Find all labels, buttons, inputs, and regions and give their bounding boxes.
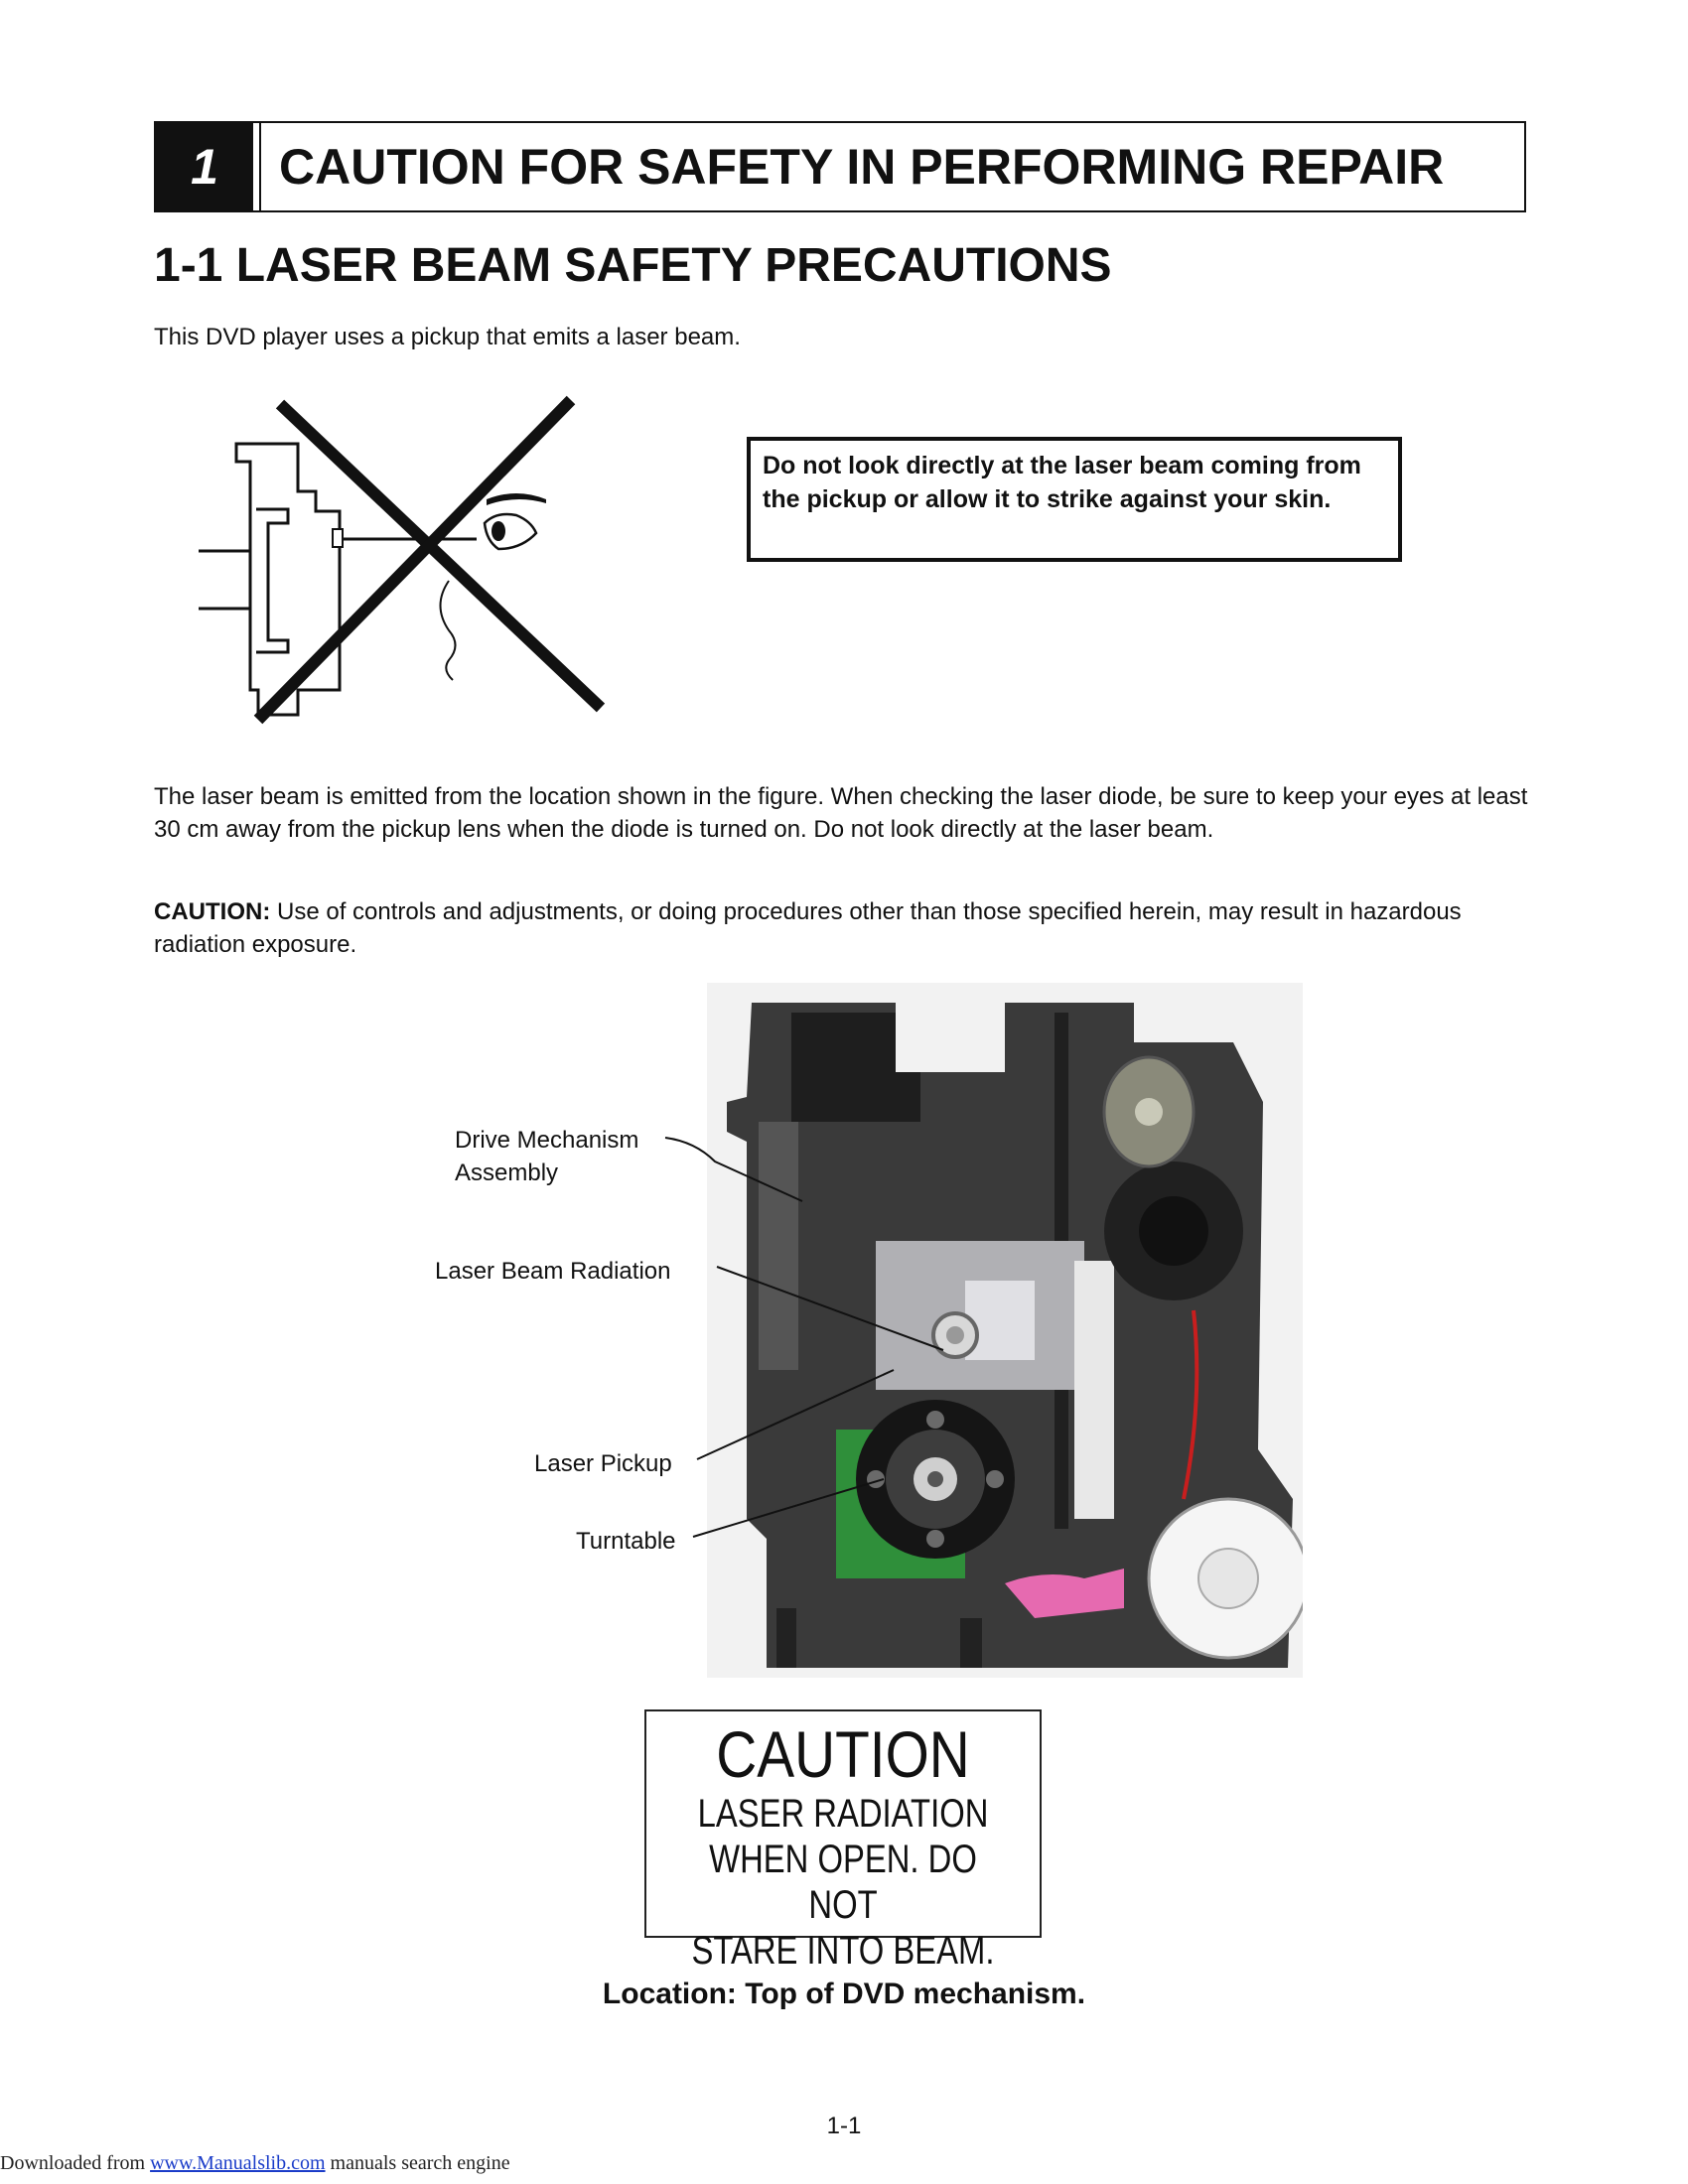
prohibited-x-icon bbox=[258, 400, 601, 720]
caution-body-text: Use of controls and adjustments, or doing procedures other than those specified herein, may result in hazardous radiation exposure. bbox=[154, 898, 1462, 958]
caution-label-text: CAUTION: bbox=[154, 898, 271, 925]
section-title: 1-1 LASER BEAM SAFETY PRECAUTIONS bbox=[154, 239, 1112, 292]
laser-warning-box: Do not look directly at the laser beam coming from the pickup or allow it to strike against your skin. bbox=[747, 437, 1402, 562]
caution-sticker-line3: STARE INTO BEAM. bbox=[691, 1929, 995, 1973]
footer-prefix: Downloaded from bbox=[0, 2152, 151, 2174]
caution-sticker bbox=[644, 1709, 1042, 1973]
chapter-number-box bbox=[156, 123, 253, 210]
laser-lens bbox=[333, 529, 343, 547]
laser-distance-paragraph: The laser beam is emitted from the location shown in the figure. When checking the laser diode, be sure to keep your eyes at least 30 cm away from the pickup lens when the diode is turned on. Do not look directly at the laser beam. bbox=[154, 783, 1528, 843]
chapter-number: 1 bbox=[191, 139, 218, 195]
location-caption: Location: Top of DVD mechanism. bbox=[602, 1978, 1086, 2010]
chapter-header bbox=[154, 121, 1526, 212]
caution-sticker-line1: LASER RADIATION bbox=[697, 1792, 989, 1836]
footer-suffix: manuals search engine bbox=[325, 2152, 510, 2174]
caution-paragraph bbox=[154, 895, 1534, 961]
page-number: 1-1 bbox=[826, 2113, 862, 2139]
callout-laser-pickup: Laser Pickup bbox=[534, 1450, 672, 1477]
callout-turntable: Turntable bbox=[576, 1528, 676, 1555]
callout-drive-line2: Assembly bbox=[455, 1160, 559, 1186]
pickup-outline bbox=[236, 444, 340, 715]
manualslib-link[interactable]: www.Manualslib.com bbox=[150, 2152, 326, 2174]
callout-drive-line1: Drive Mechanism bbox=[455, 1127, 639, 1154]
caution-sticker-line2: WHEN OPEN. DO NOT bbox=[709, 1838, 977, 1927]
callout-drive-mechanism bbox=[455, 1124, 638, 1189]
download-footer bbox=[0, 2152, 510, 2175]
caution-sticker-title: CAUTION bbox=[716, 1717, 970, 1791]
callout-laser-beam-radiation: Laser Beam Radiation bbox=[435, 1258, 671, 1285]
intro-text: This DVD player uses a pickup that emits a laser beam. bbox=[154, 324, 741, 350]
dvd-mechanism-photo bbox=[707, 983, 1303, 1678]
laser-eye-warning-figure bbox=[189, 392, 626, 735]
chapter-divider bbox=[259, 123, 261, 210]
chapter-title: CAUTION FOR SAFETY IN PERFORMING REPAIR bbox=[279, 139, 1445, 195]
